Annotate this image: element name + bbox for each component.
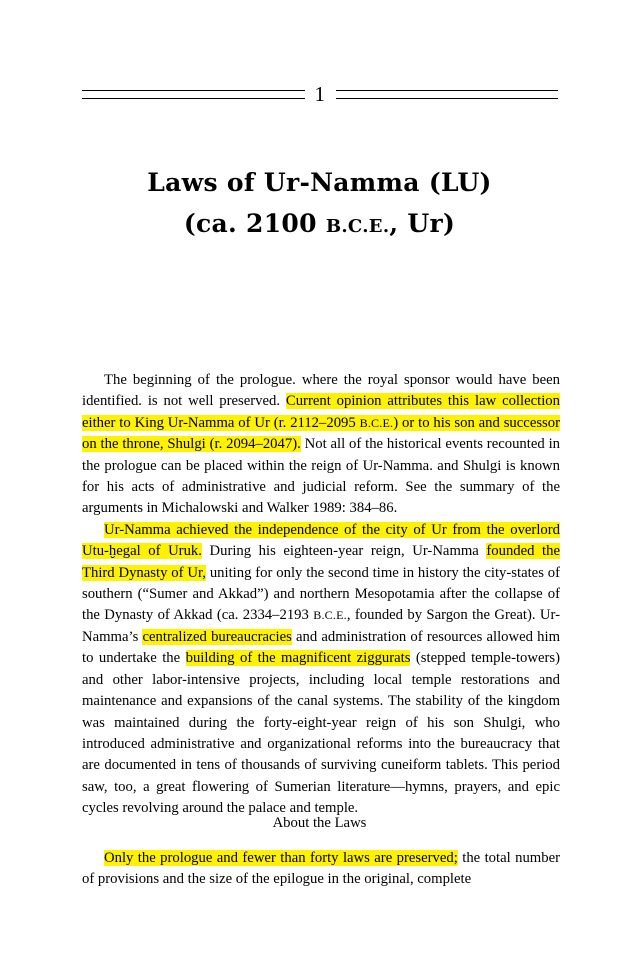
page-title [0,168,639,238]
para2-segment-4: and administration of resources allowed him to undertake the [82,628,561,667]
para2-segment-5: (stepped temple-towers) and other labor-intensive projects, including local temple restorations and maintenance and expansions of the canal systems. The stability of the kingdom was maintained during the forty-eight-year reign of his son Shulgi, who introduced administrative and organizational reforms into the bureaucracy that are documented in tens of thousands of surviving cuneiform tablets. This period saw, too, a great flowering of Sumerian literature—hymns, prayers, and epic cycles revolving around the palace and temple. [82,650,561,817]
paragraph-three [82,848,560,891]
rule-line-right [336,90,559,99]
para2-highlight-1: Ur-Namma achieved the independence of the city of Ur from the overlord Utu-ḫegal of Uruk. [82,521,560,560]
para2-segment-1: During his eighteen-year reign, Ur-Namma [201,543,487,560]
para3-segment-1: the total number of provisions and the size of the epilogue in the original, complete [82,850,560,888]
title-place-suffix: , Ur) [389,209,456,238]
chapter-rule [82,84,558,105]
rule-line-left [82,90,305,99]
para1-highlight-1-text: Current opinion attributes this law collection either to King Ur-Namma of Ur (r. 2112–2095 [82,393,560,431]
para2-highlight-3: centralized bureaucracies [142,628,292,645]
body-text [82,370,560,820]
title-line-secondary [0,209,639,238]
paragraph-one [82,370,560,520]
para3-highlight-1: Only the prologue and fewer than forty laws are preserved; [104,850,458,866]
body-text-continued [82,848,560,891]
para2-segment-2: uniting for only the second time in history the city-states of southern (“Sumer and Akkad”) and northern Mesopotamia after the collapse of the Dynasty of Akkad (ca. 2334–2193 [82,564,560,624]
para2-highlight-2: founded the Third Dynasty of Ur, [82,543,561,581]
para1-segment-1: The beginning of the prologue. where the royal sponsor would have been identified. is not well preserved. [82,372,560,410]
title-era-label: B.C.E. [325,216,390,237]
chapter-number: 1 [314,82,326,106]
section-heading: About the Laws [272,815,367,831]
para1-highlight-1b-text: ) or to his son and successor on the throne, Shulgi (r. 2094–2047). [82,414,561,453]
para1-segment-2: Not all of the historical events recounted in the prologue can be placed within the reign of Ur-Namma. and Shulgi is known for his acts of administrative and judicial reform. See the summary of the arguments in Michalowski and Walker 1989: 384–86. [82,436,560,517]
para2-era-label: B.C.E. [313,608,347,623]
para1-highlight-era: B.C.E. [359,415,394,430]
title-line-primary: Laws of Ur-Namma (LU) [147,168,492,197]
para2-segment-3: , founded by Sargon the Great). Ur-Namma’s [82,607,560,645]
title-date-prefix: (ca. 2100 [183,209,326,238]
para2-highlight-4: building of the magnificent ziggurats [185,650,411,667]
paragraph-two [82,520,560,820]
